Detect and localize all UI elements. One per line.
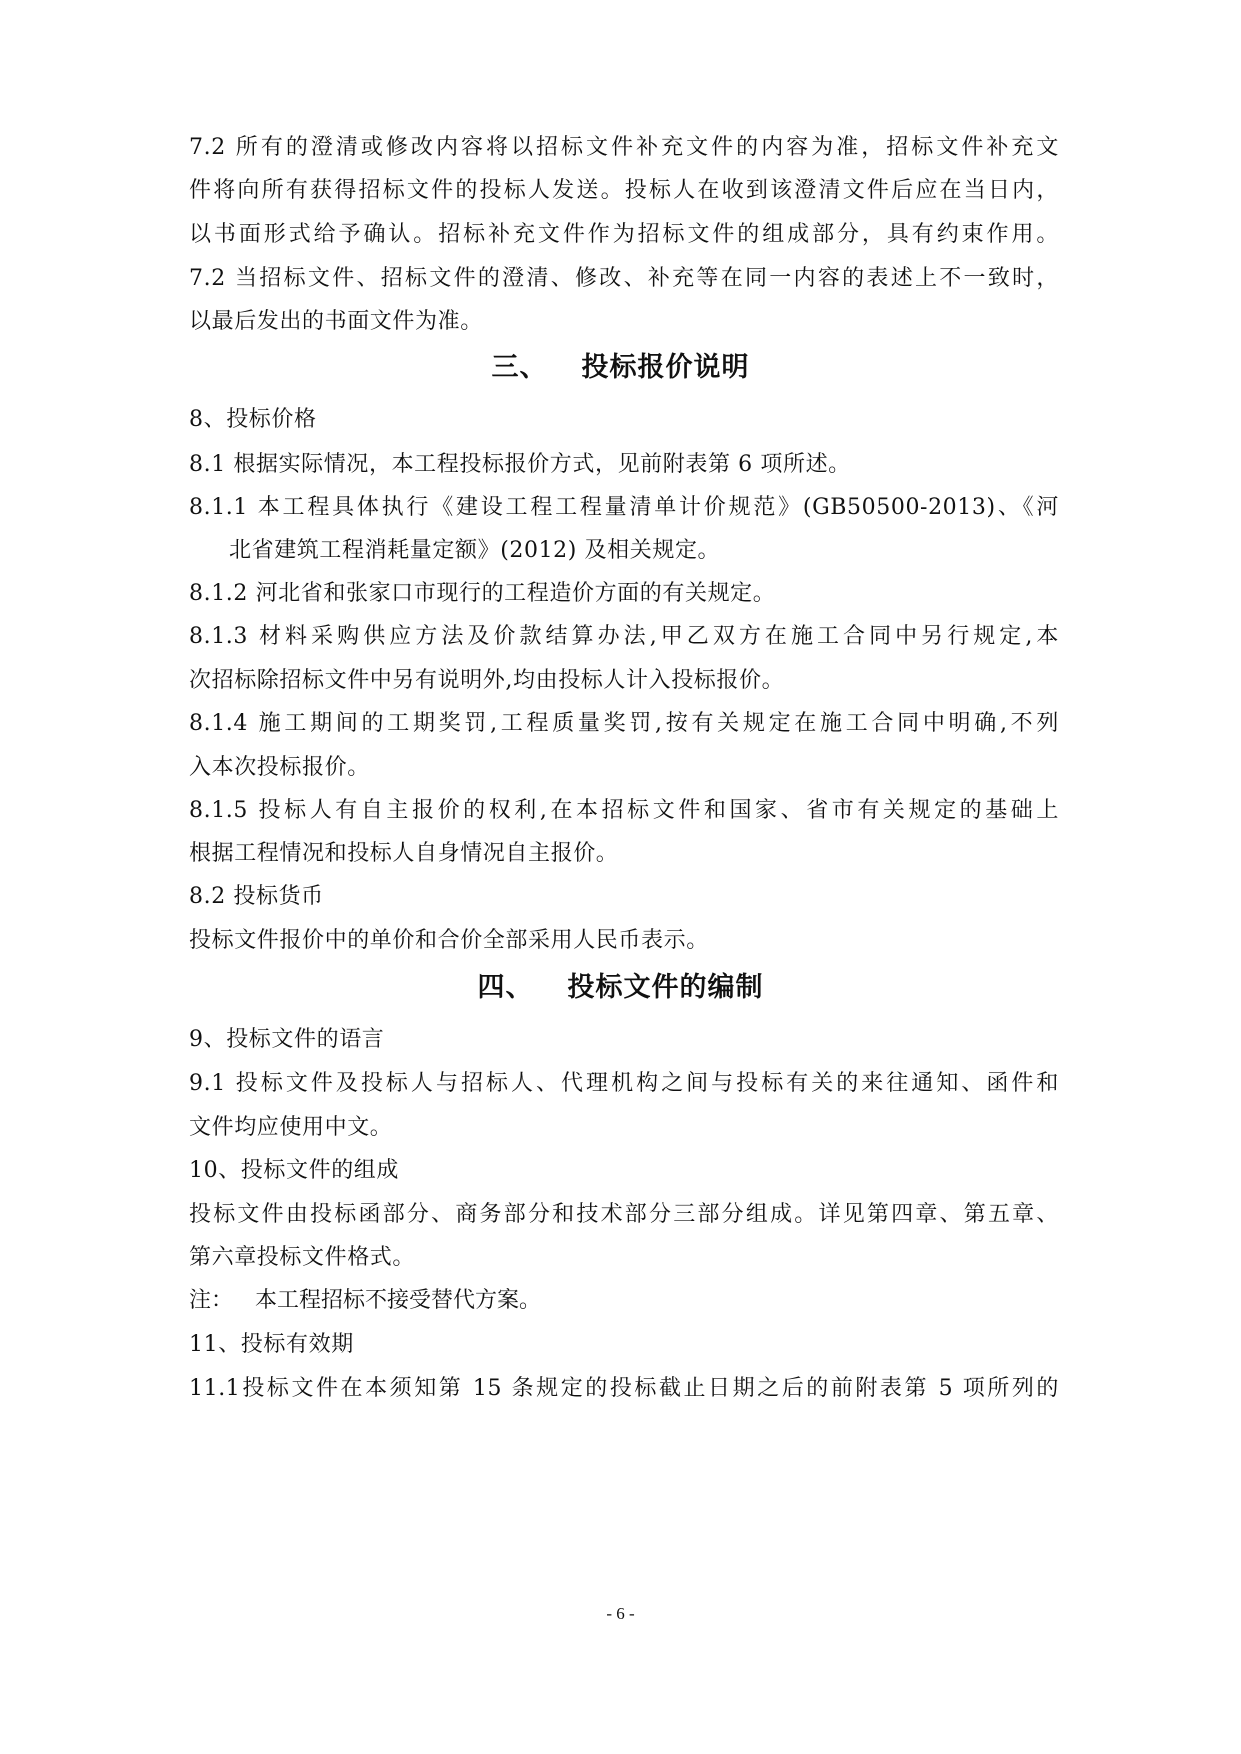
paragraph-line: 件将向所有获得招标文件的投标人发送。投标人在收到该澄清文件后应在当日内，	[189, 178, 1059, 203]
paragraph-line: 入本次投标报价。	[189, 755, 370, 780]
paragraph-line: 第六章投标文件格式。	[189, 1245, 416, 1270]
paragraph-line: 11.1投标文件在本须知第 15 条规定的投标截止日期之后的前附表第 5 项所列的	[189, 1376, 1059, 1401]
clause-heading: 8、投标价格	[189, 407, 317, 432]
paragraph-line: 7.2 当招标文件、招标文件的澄清、修改、补充等在同一内容的表述上不一致时，	[189, 266, 1059, 291]
note	[189, 1286, 541, 1316]
paragraph-line: 投标文件报价中的单价和合价全部采用人民币表示。	[189, 928, 709, 953]
note-label: 注：	[189, 1288, 234, 1313]
paragraph-line: 以最后发出的书面文件为准。	[189, 309, 483, 334]
section-title: 投标文件的编制	[567, 972, 764, 1003]
page-number: - 6 -	[606, 1604, 635, 1623]
section-heading-3	[0, 350, 1241, 386]
section-title: 投标报价说明	[581, 352, 750, 383]
paragraph-line: 9.1 投标文件及投标人与招标人、代理机构之间与投标有关的来往通知、函件和	[189, 1071, 1059, 1096]
paragraph-line: 投标文件由投标函部分、商务部分和技术部分三部分组成。详见第四章、第五章、	[189, 1202, 1059, 1227]
paragraph-line: 7.2 所有的澄清或修改内容将以招标文件补充文件的内容为准，招标文件补充文	[189, 135, 1059, 160]
paragraph-line: 8.1.3 材料采购供应方法及价款结算办法,甲乙双方在施工合同中另行规定,本	[189, 624, 1059, 649]
clause-heading: 10、投标文件的组成	[189, 1158, 399, 1183]
section-heading-4	[0, 970, 1241, 1006]
clause-heading: 9、投标文件的语言	[189, 1027, 385, 1052]
note-text: 本工程招标不接受替代方案。	[255, 1288, 542, 1313]
clause-heading: 11、投标有效期	[189, 1332, 354, 1357]
paragraph-line: 文件均应使用中文。	[189, 1115, 393, 1140]
paragraph-line: 8.1.4 施工期间的工期奖罚,工程质量奖罚,按有关规定在施工合同中明确,不列	[189, 711, 1059, 736]
section-number: 四、	[477, 972, 534, 1003]
paragraph-line: 8.1.5 投标人有自主报价的权利,在本招标文件和国家、省市有关规定的基础上	[189, 798, 1059, 823]
section-number: 三、	[491, 352, 548, 383]
paragraph-line: 8.1.2 河北省和张家口市现行的工程造价方面的有关规定。	[189, 581, 776, 606]
paragraph-line: 8.1 根据实际情况，本工程投标报价方式，见前附表第 6 项所述。	[189, 452, 851, 477]
paragraph-line: 以书面形式给予确认。招标补充文件作为招标文件的组成部分，具有约束作用。	[189, 222, 1059, 247]
clause-heading: 8.2 投标货币	[189, 884, 324, 909]
paragraph-line: 次招标除招标文件中另有说明外,均由投标人计入投标报价。	[189, 668, 785, 693]
paragraph-line: 8.1.1 本工程具体执行《建设工程工程量清单计价规范》(GB50500-2013)、《河	[189, 495, 1059, 520]
paragraph-line: 根据工程情况和投标人自身情况自主报价。	[189, 841, 619, 866]
paragraph-line: 北省建筑工程消耗量定额》(2012) 及相关规定。	[229, 538, 721, 563]
